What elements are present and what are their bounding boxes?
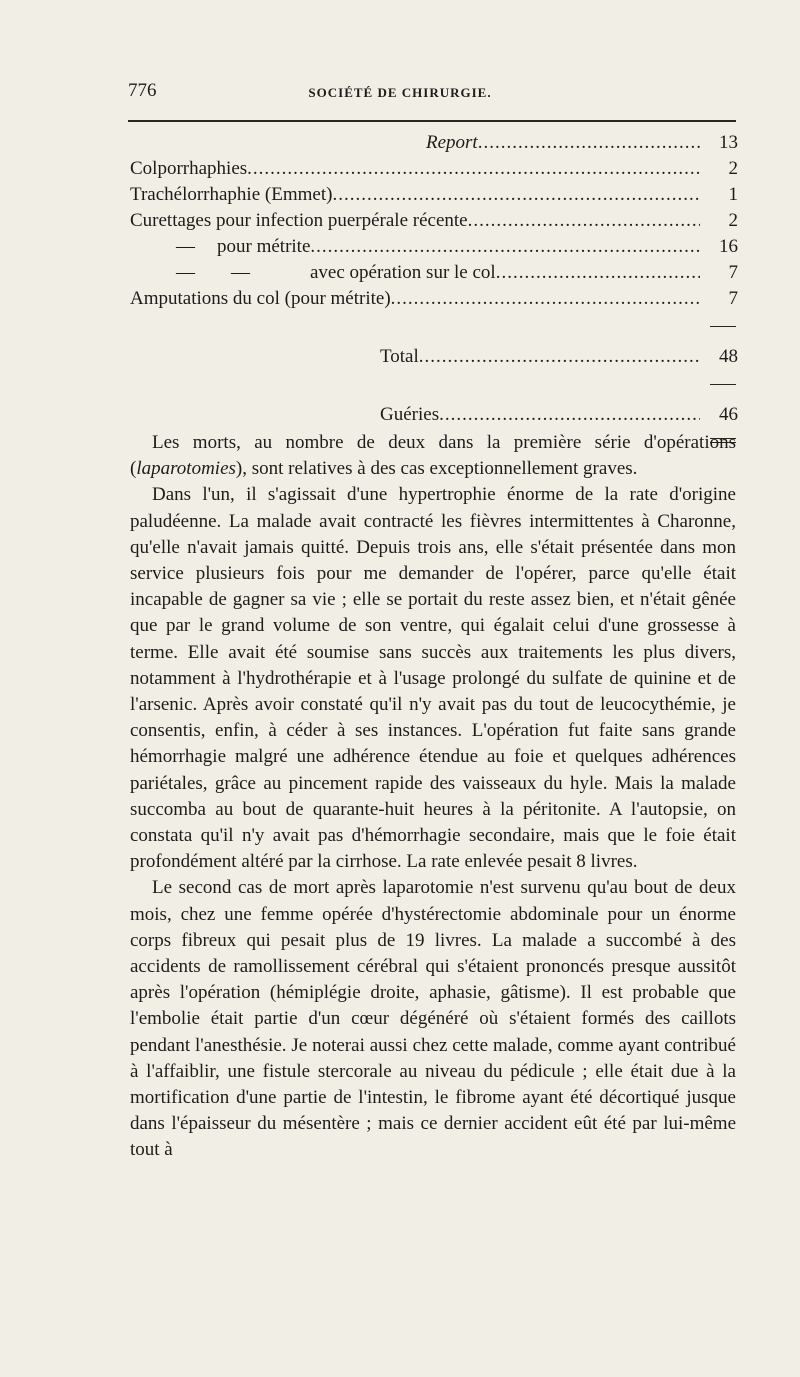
tally-value: 7 xyxy=(728,262,738,283)
tally-row xyxy=(130,260,738,286)
tally-row xyxy=(130,286,738,312)
tally-label: Guéries xyxy=(380,404,440,425)
tally-label: avec opération sur le col xyxy=(310,262,496,283)
tally-value: 2 xyxy=(728,158,738,179)
tally-value: 48 xyxy=(719,346,738,367)
tally-row xyxy=(130,182,738,208)
sum-rule xyxy=(710,384,736,385)
tally-value: 1 xyxy=(728,184,738,205)
paragraph: Le second cas de mort après laparotomie n'est survenu qu'au bout de deux mois, chez une femme opérée d'hystérectomie abdominale pour un énorme corps fibreux qui pesait plus de 19 livres. La malade a succombé à des accidents de ramollissement cérébral qui s'étaient prononcés presque aussitôt après l'opération (hémiplégie droite, aphasie, gâtisme). Il est probable que l'embolie était partie d'un cœur dégénéré où s'étaient formés des caillots pendant l'anesthésie. Je noterai aussi chez cette malade, comme ayant contribué à l'affaiblir, une fistule stercorale au niveau du pédicule ; elle était due à la mortification d'une partie de l'intestin, le fibrome ayant été décortiqué jusque dans l'épaisseur du mésentère ; mais ce dernier accident eût été par lui-même tout à xyxy=(130,877,736,1161)
ditto-dash: — xyxy=(231,262,250,283)
tally-total-row xyxy=(130,344,738,370)
tally-report-row xyxy=(130,130,738,156)
paragraph: Dans l'un, il s'agissait d'une hypertrophie énorme de la rate d'origine paludéenne. La malade avait contracté les fièvres intermittentes à Charonne, qu'elle n'avait jamais quitté. Depuis trois ans, elle s'était présentée dans mon service plusieurs fois pour me demander de l'opérer, parce qu'elle était incapable de gagner sa vie ; elle se portait du reste assez bien, et n'était gênée que par le grand volume de son ventre, qui égalait celui d'une grossesse à terme. Elle avait été soumise sans succès aux traitements les plus divers, notamment à l'hydrothérapie et à l'usage prolongé du sulfate de quinine et de l'arsenic. Après avoir constaté qu'il n'y avait pas du tout de leucocythémie, je consentis, enfin, à céder à ses instances. L'opération fut faite sans grande hémorrhagie malgré une adhérence étendue au foie et quelques adhérences pariétales, grâce au pincement rapide des vaisseaux du hyle. Mais la malade succomba au bout de quarante-huit heures à la péritonite. A l'autopsie, on constata qu'il n'y avait pas d'hémorrhagie secondaire, mais que le foie était profondément altéré par la cirrhose. La rate enlevée pesait 8 livres. xyxy=(130,484,736,873)
tally-label: Amputations du col (pour métrite) xyxy=(130,288,391,309)
tally-value: 46 xyxy=(719,404,738,425)
ditto-dash: — xyxy=(176,262,195,283)
tally-label: Curettages pour infection puerpérale récente xyxy=(130,210,468,231)
tally-row xyxy=(130,156,738,182)
paragraph: Les morts, au nombre de deux dans la première série d'opérations (laparotomies), sont relatives à des cas exceptionnellement graves. xyxy=(130,432,736,480)
tally-row xyxy=(130,208,738,234)
tally-value: 13 xyxy=(719,132,738,153)
tally-value: 7 xyxy=(728,288,738,309)
ditto-dash: — xyxy=(176,236,195,257)
body-text xyxy=(130,430,736,1164)
tally-label: Trachélorrhaphie (Emmet) xyxy=(130,184,333,205)
tally-label: Total xyxy=(380,346,419,367)
tally-label: Colporrhaphies xyxy=(130,158,248,179)
italic-term: laparotomies xyxy=(136,458,236,480)
tally-value: 2 xyxy=(728,210,738,231)
tally-label: Report xyxy=(426,132,478,153)
tally-label: pour métrite xyxy=(217,236,311,257)
page-number: 776 xyxy=(128,80,157,101)
tally-gueries-row xyxy=(130,402,738,428)
running-title: SOCIÉTÉ DE CHIRURGIE. xyxy=(308,85,492,100)
header-rule xyxy=(128,120,736,122)
tally-value: 16 xyxy=(719,236,738,257)
operations-tally xyxy=(130,130,738,443)
sum-rule xyxy=(710,326,736,327)
tally-row xyxy=(130,234,738,260)
